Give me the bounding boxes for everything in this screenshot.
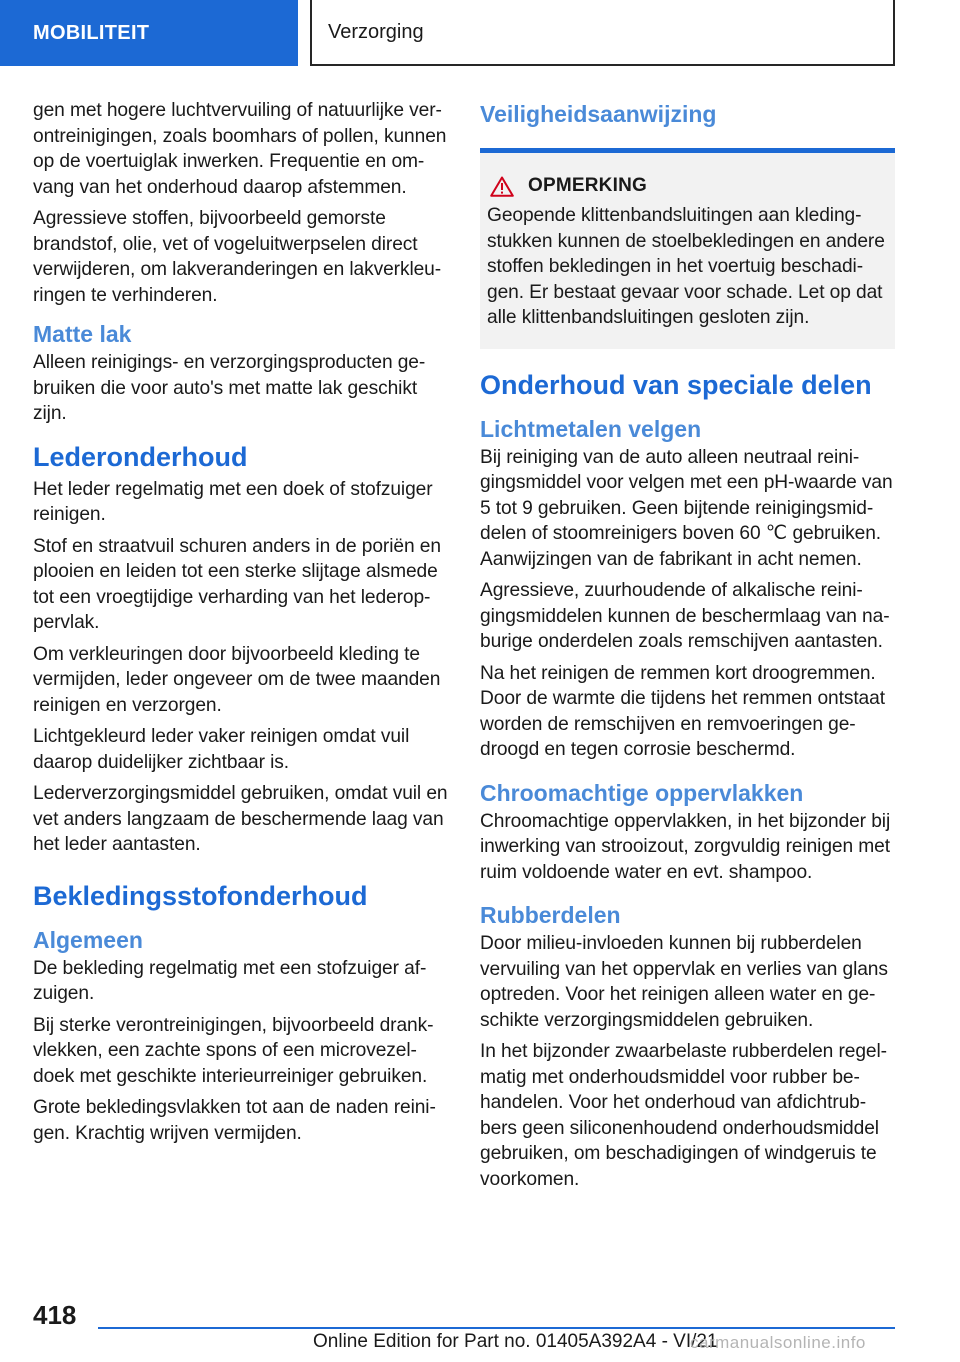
chapter-title: Verzorging — [310, 0, 895, 66]
paragraph: Om verkleuringen door bijvoorbeeld kleding te vermijden, leder ongeveer om de twee maanden reinigen en verzorgen. — [33, 643, 441, 716]
section-tab: MOBILITEIT — [0, 0, 298, 66]
paragraph: Alleen reinigings- en verzorgingsproducten gebruiken die voor auto's met matte lak geschikt zijn. — [33, 352, 426, 424]
paragraph: In het bijzonder zwaarbelaste rubberdelen regelmatig met onderhoudsmiddel voor rubber behandelen. Voor het onderhoud van afdichtrubbers geen siliconenhoudend onderhoudsmiddel gebruiken, om beschadigingen of windgeruis te voorkomen. — [480, 1041, 888, 1190]
heading-matte-paint: Matte lak — [33, 321, 132, 347]
paragraph: Lederverzorgingsmiddel gebruiken, omdat vuil en vet anders langzaam de beschermende laag van het leder aantasten. — [33, 783, 448, 855]
paragraph: De bekleding regelmatig met een stofzuiger afzuigen. — [33, 957, 427, 1004]
footer-edition: Online Edition for Part no. 01405A392A4 - VI/21 — [313, 1331, 718, 1352]
paragraph: gen met hogere luchtvervuiling of natuurlijke verontreinigingen, zoals boomhars of pollen, kunnen op de voertuiglak inwerken. Frequentie en omvang van het onderhoud daarop afstemmen. — [33, 100, 447, 198]
warning-triangle-icon — [490, 176, 514, 197]
paragraph: Chroomachtige oppervlakken, in het bijzonder bij inwerking van strooizout, zorgvuldig reinigen met ruim voldoende water en evt. shampoo. — [480, 810, 891, 883]
paragraph: Lichtgekleurd leder vaker reinigen omdat vuil daarop duidelijker zichtbaar is. — [33, 726, 410, 773]
heading-general: Algemeen — [33, 926, 143, 953]
paragraph: Door milieu-invloeden kunnen bij rubberdelen vervuiling van het oppervlak en verlies van glans optreden. Voor het reinigen alleen water en geschikte verzorgingsmiddelen gebruiken. — [480, 933, 888, 1031]
paragraph: Na het reinigen de remmen kort droogremmen. Door de warmte die tijdens het remmen ontstaat worden de remschijven en remvoeringen gedroogd en tegen corrosie beschermd. — [480, 662, 885, 760]
paragraph: Het leder regelmatig met een doek of stofzuiger reinigen. — [33, 478, 433, 525]
paragraph: Agressieve, zuurhoudende of alkalische reinigingsmiddelen kunnen de beschermlaag van naburige onderdelen zoals remschijven aantasten. — [480, 580, 890, 652]
watermark: carmanualsonline.info — [690, 1333, 866, 1352]
notice-box — [480, 148, 895, 349]
notice-text: Geopende klittenbandsluitingen aan kledingstukken kunnen de stoelbekledingen en andere stoffen bekledingen in het voertuig beschadigen. Er bestaat gevaar voor schade. Let op dat alle klittenbandsluitingen gesloten zijn. — [487, 205, 885, 328]
heading-alloy-wheels: Lichtmetalen velgen — [480, 415, 702, 442]
notice-label: OPMERKING — [528, 175, 647, 196]
paragraph: Agressieve stoffen, bijvoorbeeld gemorste brandstof, olie, vet of vogeluitwerpselen direct verwijderen, om lakveranderingen en lakverkleuringen te verhinderen. — [33, 208, 442, 306]
heading-upholstery-care: Bekledingsstofonderhoud — [33, 880, 368, 911]
heading-special-parts: Onderhoud van speciale delen — [480, 369, 872, 400]
heading-chrome-surfaces: Chroomachtige oppervlakken — [480, 779, 804, 806]
paragraph: Stof en straatvuil schuren anders in de poriën en plooien en leiden tot een sterke slijtage alsmede tot een vroegtijdige verharding van het lederoppervlak. — [33, 535, 441, 633]
right-column — [480, 98, 895, 1198]
notice-header — [487, 175, 887, 197]
heading-leather-care: Lederonderhoud — [33, 441, 248, 472]
left-column — [33, 98, 451, 1152]
footer-divider — [98, 1327, 895, 1329]
paragraph: Grote bekledingsvlakken tot aan de naden reinigen. Krachtig wrijven vermijden. — [33, 1097, 436, 1144]
heading-rubber-parts: Rubberdelen — [480, 902, 621, 928]
heading-safety: Veiligheidsaanwijzing — [480, 101, 717, 127]
paragraph: Bij sterke verontreinigingen, bijvoorbeeld drankvlekken, een zachte spons of een microvezeldoek met geschikte interieurreiniger gebruiken. — [33, 1014, 434, 1087]
page-number: 418 — [33, 1300, 77, 1330]
paragraph: Bij reiniging van de auto alleen neutraal reinigingsmiddel voor velgen met een pH-waarde van 5 tot 9 gebruiken. Geen bijtende reinigingsmiddelen of stoomreinigers boven 60 ℃ gebruiken. Aanwijzingen van de fabrikant in acht nemen. — [480, 446, 893, 570]
